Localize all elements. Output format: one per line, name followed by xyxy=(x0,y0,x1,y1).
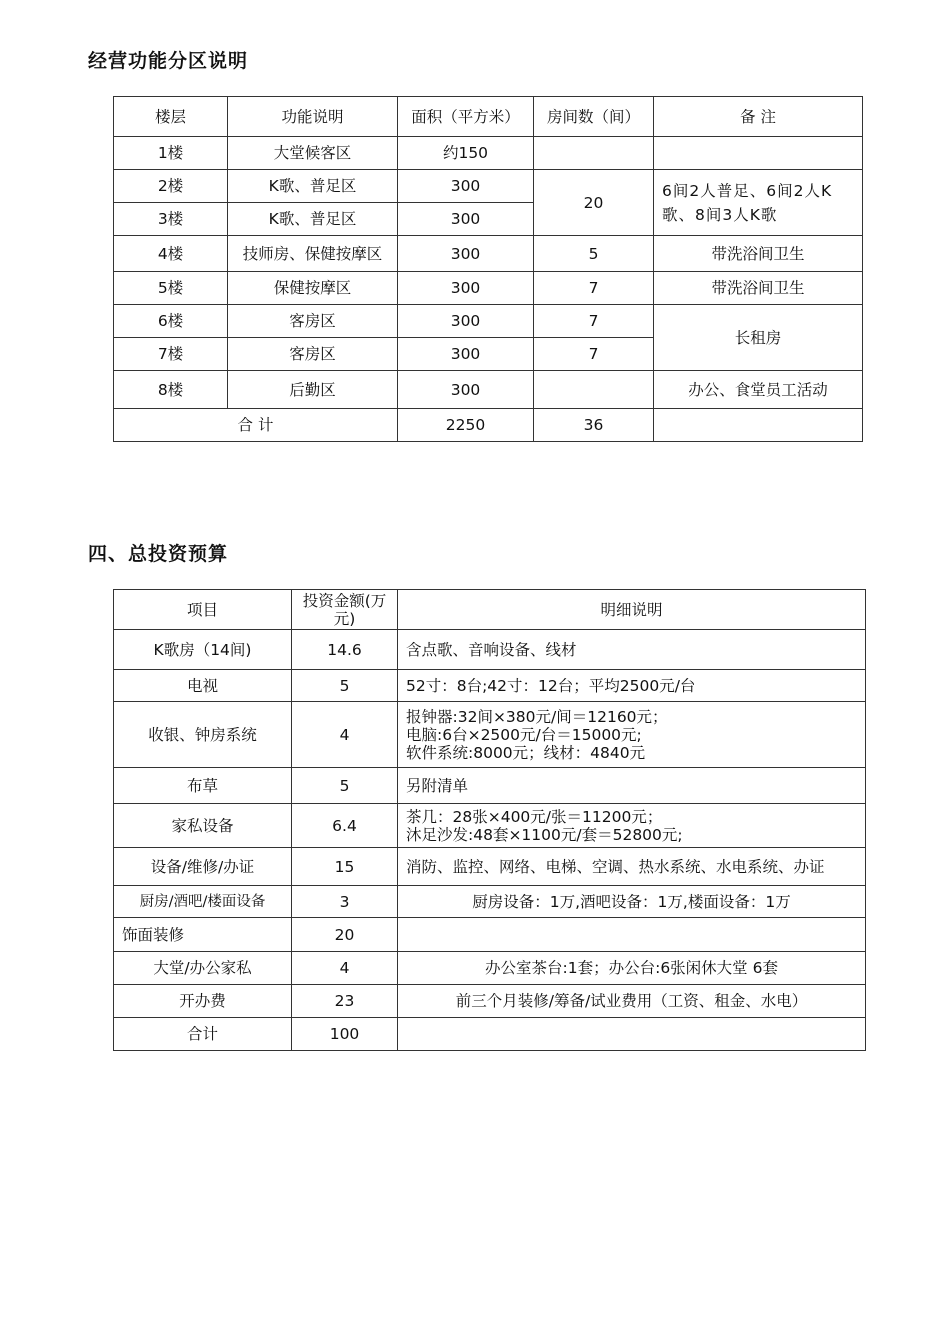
detail-cell xyxy=(398,848,866,886)
floor-cell: 5楼 xyxy=(114,272,228,305)
detail-cell xyxy=(398,630,866,670)
amount-cell: 14.6 xyxy=(292,630,398,670)
item-cell: 设备/维修/办证 xyxy=(114,848,292,886)
area-cell: 300 xyxy=(398,203,534,236)
detail-line: 前三个月装修/筹备/试业费用（工资、租金、水电） xyxy=(455,992,808,1010)
detail-cell xyxy=(398,804,866,848)
total-rooms: 36 xyxy=(534,409,654,442)
header-area: 面积（平方米） xyxy=(398,97,534,137)
header-function: 功能说明 xyxy=(228,97,398,137)
item-cell: 收银、钟房系统 xyxy=(114,702,292,768)
table-row xyxy=(114,985,866,1018)
table-row xyxy=(114,371,863,409)
detail-line: 含点歌、音响设备、线材 xyxy=(406,640,577,659)
rooms-cell xyxy=(534,137,654,170)
area-cell: 300 xyxy=(398,236,534,272)
function-cell: 后勤区 xyxy=(228,371,398,409)
table-row xyxy=(114,768,866,804)
detail-line: 报钟器:32间×380元/间＝12160元； xyxy=(406,707,668,726)
header-note: 备 注 xyxy=(654,97,863,137)
detail-cell xyxy=(398,952,866,985)
floor-cell: 7楼 xyxy=(114,338,228,371)
table-row xyxy=(114,670,866,702)
floor-cell: 3楼 xyxy=(114,203,228,236)
header-floor: 楼层 xyxy=(114,97,228,137)
detail-cell xyxy=(398,985,866,1018)
note-cell xyxy=(654,137,863,170)
detail-cell xyxy=(398,886,866,918)
amount-cell: 4 xyxy=(292,702,398,768)
function-cell: 客房区 xyxy=(228,338,398,371)
note-cell: 带洗浴间卫生 xyxy=(654,272,863,305)
floor-cell: 2楼 xyxy=(114,170,228,203)
rooms-cell: 7 xyxy=(534,272,654,305)
area-cell: 300 xyxy=(398,305,534,338)
section1-title: 经营功能分区说明 xyxy=(88,50,249,72)
item-cell: 家私设备 xyxy=(114,804,292,848)
detail-line: 办公室茶台:1套；办公台:6张闲休大堂 6套 xyxy=(485,959,778,977)
table-row xyxy=(114,702,866,768)
table-row xyxy=(114,137,863,170)
zone-table-header xyxy=(114,97,863,137)
note-cell-merged: 长租房 xyxy=(654,305,863,371)
function-cell: K歌、普足区 xyxy=(228,170,398,203)
detail-line: 消防、监控、网络、电梯、空调、热水系统、水电系统、办证 xyxy=(406,857,825,876)
area-cell: 300 xyxy=(398,272,534,305)
detail-line: 电脑:6台×2500元/台＝15000元; xyxy=(406,725,642,744)
area-cell: 300 xyxy=(398,371,534,409)
detail-line: 52寸：8台;42寸：12台；平均2500元/台 xyxy=(406,676,696,695)
amount-cell: 3 xyxy=(292,886,398,918)
rooms-cell-merged: 20 xyxy=(534,170,654,236)
total-row xyxy=(114,1018,866,1051)
budget-table-header xyxy=(114,590,866,630)
floor-cell: 4楼 xyxy=(114,236,228,272)
rooms-cell: 7 xyxy=(534,338,654,371)
table-row xyxy=(114,272,863,305)
table-row xyxy=(114,886,866,918)
header-detail: 明细说明 xyxy=(398,590,866,630)
table-row xyxy=(114,804,866,848)
detail-cell xyxy=(398,918,866,952)
zone-table xyxy=(113,96,863,442)
budget-table xyxy=(113,589,866,1051)
note-cell: 办公、食堂员工活动 xyxy=(654,371,863,409)
detail-line: 另附清单 xyxy=(406,776,469,795)
header-amount: 投资金额(万元) xyxy=(292,590,398,630)
item-cell: 布草 xyxy=(114,768,292,804)
amount-cell: 5 xyxy=(292,768,398,804)
total-note xyxy=(654,409,863,442)
detail-line: 茶几：28张×400元/张＝11200元； xyxy=(406,807,663,826)
item-cell: 电视 xyxy=(114,670,292,702)
item-cell: K歌房（14间) xyxy=(114,630,292,670)
table-row xyxy=(114,305,863,338)
amount-cell: 15 xyxy=(292,848,398,886)
item-cell: 大堂/办公家私 xyxy=(114,952,292,985)
item-cell: 饰面装修 xyxy=(114,918,292,952)
area-cell: 300 xyxy=(398,338,534,371)
amount-cell: 5 xyxy=(292,670,398,702)
detail-cell xyxy=(398,1018,866,1051)
amount-cell: 23 xyxy=(292,985,398,1018)
detail-line: 沐足沙发:48套×1100元/套＝52800元; xyxy=(406,825,683,844)
note-cell-merged: 6间2人普足、6间2人K歌、8间3人K歌 xyxy=(654,170,863,236)
detail-cell xyxy=(398,702,866,768)
table-row xyxy=(114,918,866,952)
table-row xyxy=(114,630,866,670)
function-cell: 大堂候客区 xyxy=(228,137,398,170)
floor-cell: 1楼 xyxy=(114,137,228,170)
detail-cell xyxy=(398,768,866,804)
function-cell: K歌、普足区 xyxy=(228,203,398,236)
amount-cell: 4 xyxy=(292,952,398,985)
section2-title: 四、总投资预算 xyxy=(88,543,229,565)
total-row xyxy=(114,409,863,442)
total-area: 2250 xyxy=(398,409,534,442)
floor-cell: 8楼 xyxy=(114,371,228,409)
rooms-cell xyxy=(534,371,654,409)
header-rooms: 房间数（间） xyxy=(534,97,654,137)
header-item: 项目 xyxy=(114,590,292,630)
total-label: 合 计 xyxy=(114,409,398,442)
note-cell: 带洗浴间卫生 xyxy=(654,236,863,272)
table-row xyxy=(114,170,863,203)
rooms-cell: 7 xyxy=(534,305,654,338)
table-row xyxy=(114,952,866,985)
area-cell: 约150 xyxy=(398,137,534,170)
detail-line: 软件系统:8000元；线材：4840元 xyxy=(406,743,646,762)
function-cell: 技师房、保健按摩区 xyxy=(228,236,398,272)
detail-line: 厨房设备：1万,酒吧设备：1万,楼面设备：1万 xyxy=(472,892,791,911)
detail-cell xyxy=(398,670,866,702)
function-cell: 保健按摩区 xyxy=(228,272,398,305)
item-cell: 开办费 xyxy=(114,985,292,1018)
function-cell: 客房区 xyxy=(228,305,398,338)
item-cell: 合计 xyxy=(114,1018,292,1051)
amount-cell: 100 xyxy=(292,1018,398,1051)
rooms-cell: 5 xyxy=(534,236,654,272)
area-cell: 300 xyxy=(398,170,534,203)
amount-cell: 6.4 xyxy=(292,804,398,848)
table-row xyxy=(114,848,866,886)
amount-cell: 20 xyxy=(292,918,398,952)
floor-cell: 6楼 xyxy=(114,305,228,338)
table-row xyxy=(114,236,863,272)
item-cell: 厨房/酒吧/楼面设备 xyxy=(114,886,292,918)
